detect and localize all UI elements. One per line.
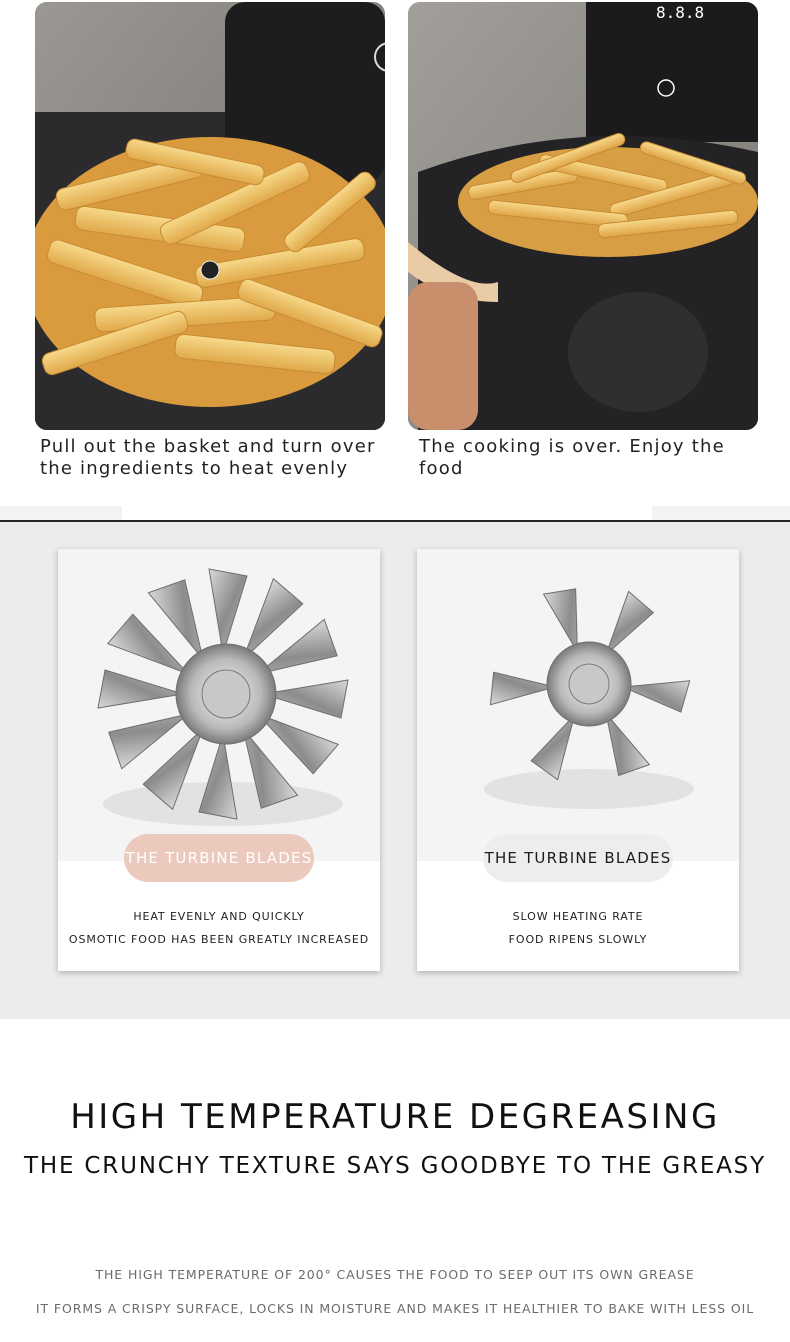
fast-blades-desc-line1: HEAT EVENLY AND QUICKLY [133, 910, 305, 923]
display-digits: 8.8.8 [656, 3, 705, 22]
slow-blades-description [417, 905, 739, 951]
fast-blades-description [58, 905, 380, 951]
six-blade-fan-icon [417, 549, 739, 861]
card-slow-blades [417, 549, 739, 971]
caption-cooking-over: The cooking is over. Enjoy the food [419, 436, 725, 479]
feature-subheadline: THE CRUNCHY TEXTURE SAYS GOODBYE TO THE GREASY [24, 1153, 766, 1179]
slow-blades-desc-line1: SLOW HEATING RATE [512, 910, 644, 923]
feature-headline: HIGH TEMPERATURE DEGREASING [70, 1097, 720, 1137]
photo-finished-fries [408, 2, 758, 430]
twelve-blade-fan-icon [58, 549, 380, 861]
fast-blades-label: THE TURBINE BLADES [124, 834, 314, 882]
caption-pull-basket [40, 436, 380, 480]
photo-basket-fries [35, 2, 385, 430]
section-divider [0, 506, 790, 522]
degreasing-section [0, 1019, 790, 1342]
feature-body-line2: IT FORMS A CRISPY SURFACE, LOCKS IN MOISTURE AND MAKES IT HEALTHIER TO BAKE WITH LESS OIL [35, 1301, 755, 1316]
slow-blade-image [417, 549, 739, 861]
card-fast-blades [58, 549, 380, 971]
blade-comparison-section [0, 522, 790, 1019]
basket-fries-illustration [35, 2, 385, 430]
slow-blades-label: THE TURBINE BLADES [483, 834, 673, 882]
slow-blades-desc-line2: FOOD RIPENS SLOWLY [508, 933, 648, 946]
fast-blades-desc-line2: OSMOTIC FOOD HAS BEEN GREATLY INCREASED [68, 933, 370, 946]
caption-pull-basket-line2: the ingredients to heat evenly [40, 458, 349, 479]
feature-body-line1: THE HIGH TEMPERATURE OF 200° CAUSES THE FOOD TO SEEP OUT ITS OWN GREASE [95, 1267, 695, 1282]
fast-blade-image [58, 549, 380, 861]
finished-fries-illustration [408, 2, 758, 430]
caption-pull-basket-line1: Pull out the basket and turn over [40, 436, 376, 457]
photo-section [0, 0, 790, 522]
